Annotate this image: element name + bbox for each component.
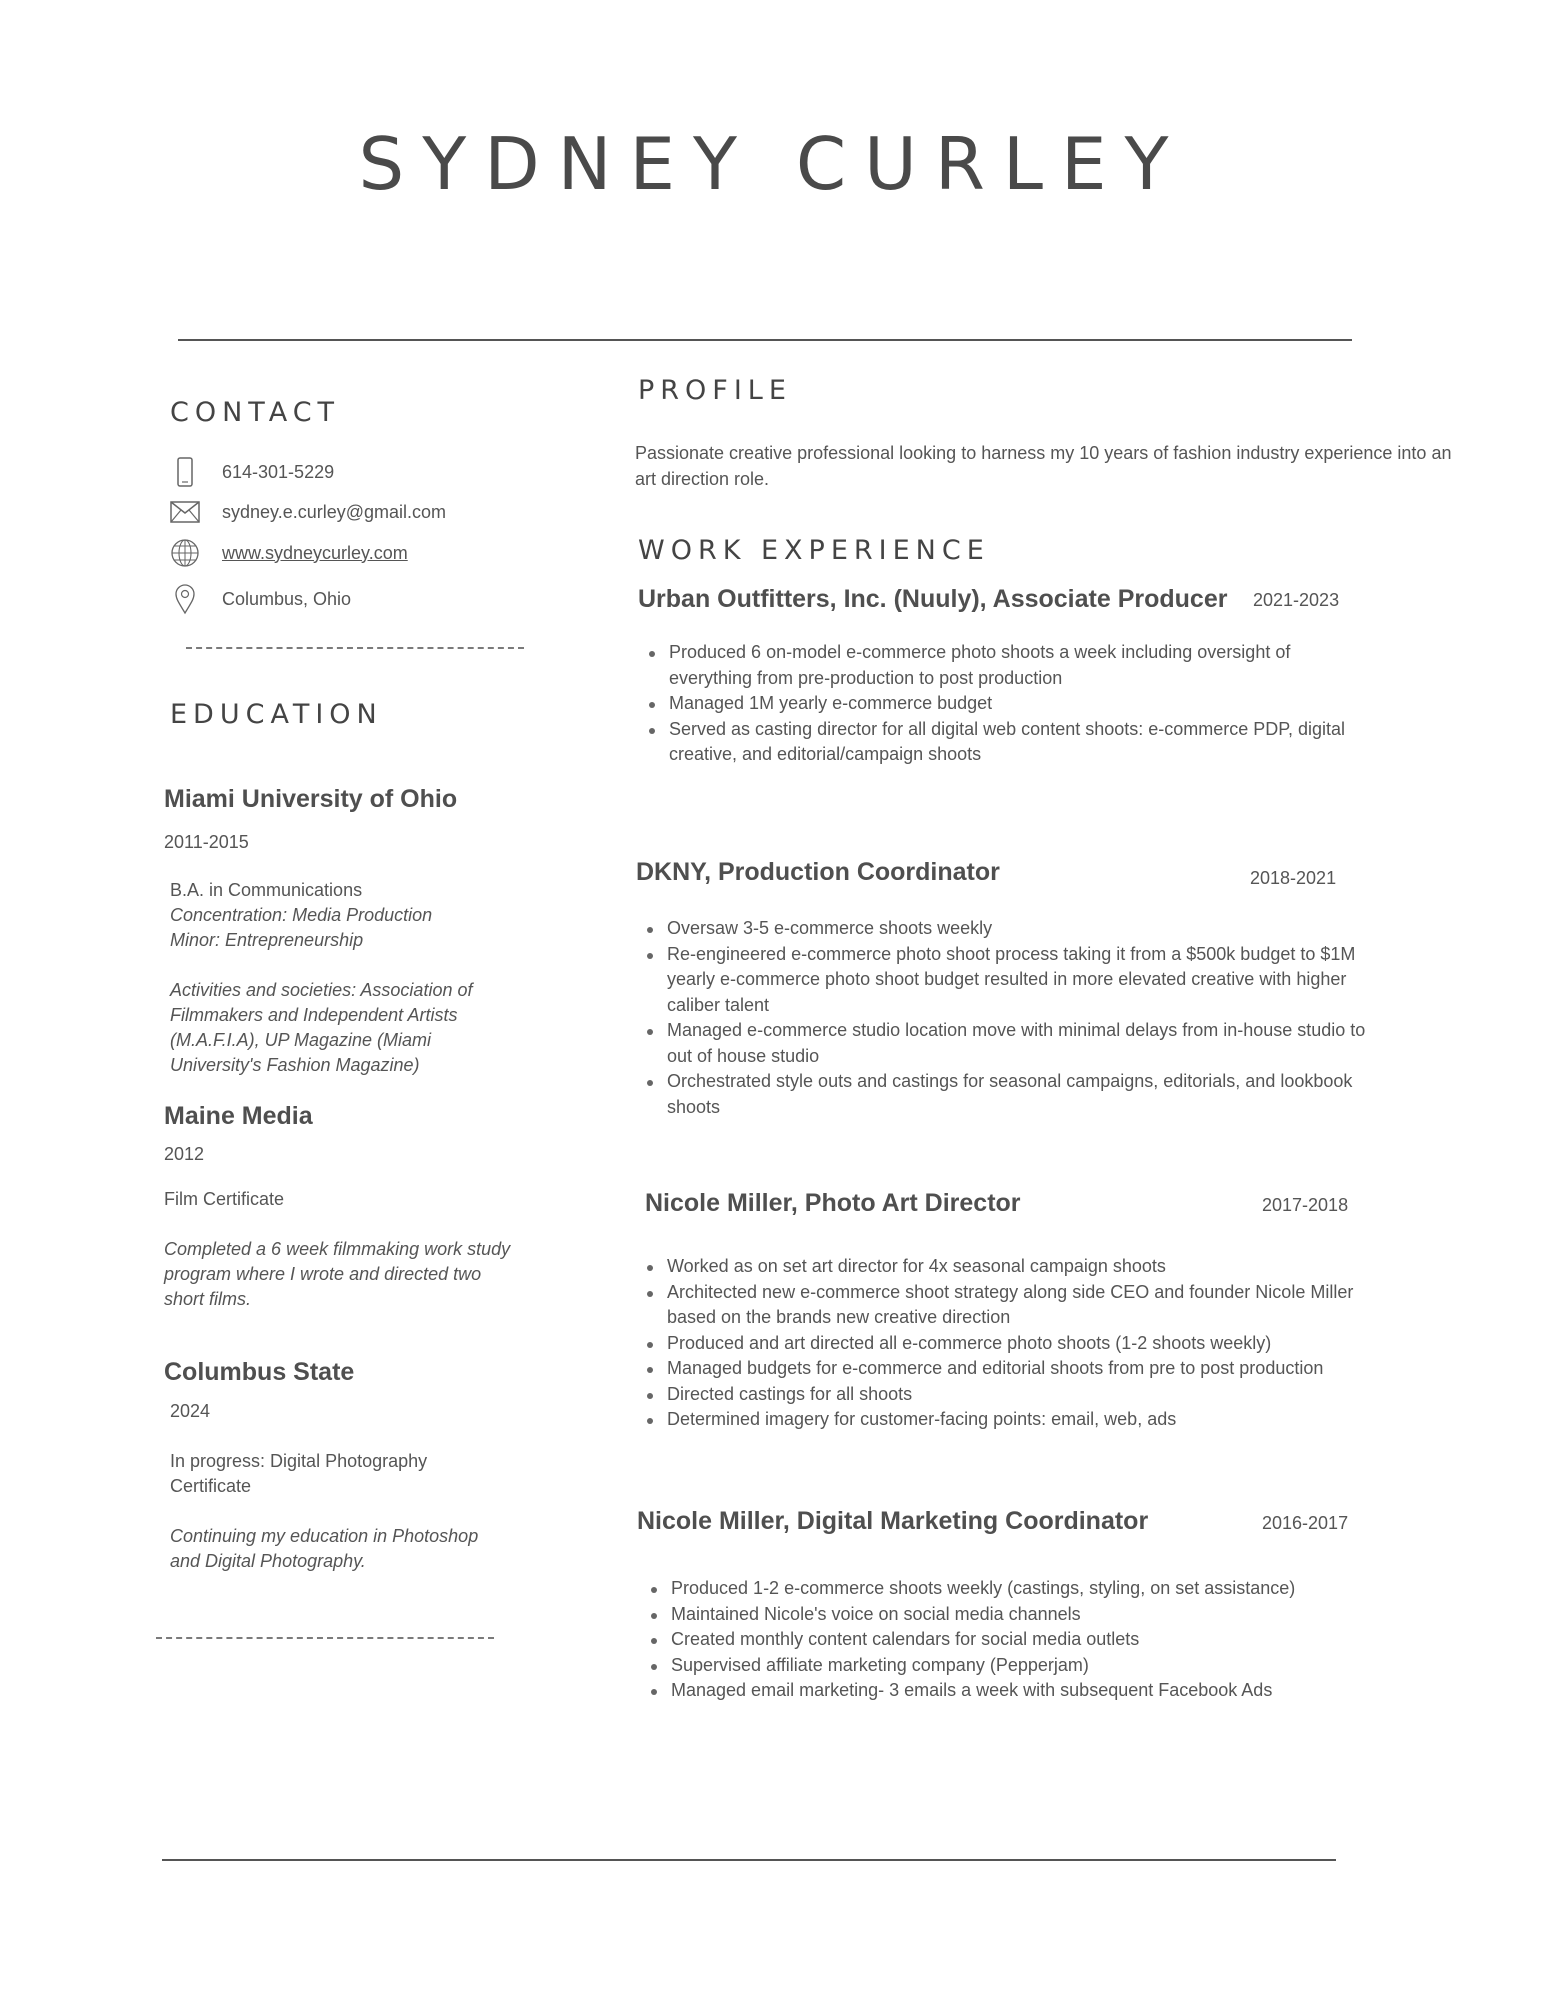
school-years: 2024: [170, 1401, 211, 1421]
list-item: Supervised affiliate marketing company (Pepperjam): [671, 1653, 1391, 1679]
mail-icon: [170, 497, 200, 527]
job-title: Urban Outfitters, Inc. (Nuuly), Associate Producer: [638, 585, 1228, 613]
list-item: Orchestrated style outs and castings for seasonal campaigns, editorials, and lookbook shoots: [667, 1069, 1367, 1120]
list-item: Worked as on set art director for 4x seasonal campaign shoots: [667, 1254, 1377, 1280]
contact-location: [170, 582, 351, 616]
school-name: Miami University of Ohio: [164, 785, 458, 813]
list-item: Managed budgets for e-commerce and editorial shoots from pre to post production: [667, 1356, 1377, 1382]
school-details: [170, 878, 510, 1078]
list-item: Created monthly content calendars for social media outlets: [671, 1627, 1391, 1653]
school-years: 2011-2015: [164, 832, 249, 852]
contact-heading: CONTACT: [170, 397, 341, 428]
job-bullets: [637, 1254, 1377, 1433]
job-bullets: [637, 916, 1367, 1120]
resume-name: SYDNEY CURLEY: [358, 122, 1187, 206]
school-description: Completed a 6 week filmmaking work study program where I wrote and directed two short films.: [164, 1239, 511, 1309]
job-dates: 2016-2017: [1262, 1513, 1349, 1533]
contact-email: [170, 495, 446, 529]
contact-website: [170, 536, 408, 570]
globe-icon: [170, 538, 200, 568]
email-text[interactable]: sydney.e.curley@gmail.com: [222, 501, 447, 522]
footer-divider: [162, 1859, 1336, 1861]
job-title: Nicole Miller, Photo Art Director: [645, 1189, 1021, 1217]
list-item: Managed e-commerce studio location move with minimal delays from in-house studio to out of house studio: [667, 1018, 1367, 1069]
contact-phone: [170, 455, 334, 489]
list-item: Produced and art directed all e-commerce photo shoots (1-2 shoots weekly): [667, 1331, 1377, 1357]
profile-text: Passionate creative professional looking to harness my 10 years of fashion industry experience into an art direction role.: [635, 443, 1452, 489]
website-link[interactable]: www.sydneycurley.com: [222, 542, 408, 563]
list-item: Architected new e-commerce shoot strategy along side CEO and founder Nicole Miller based on the brands new creative direction: [667, 1280, 1377, 1331]
header-divider: [178, 339, 1352, 341]
degree: B.A. in Communications: [170, 880, 363, 900]
location-pin-icon: [170, 584, 200, 614]
phone-icon: [170, 457, 200, 487]
contact-divider: [186, 647, 524, 649]
list-item: Maintained Nicole's voice on social media channels: [671, 1602, 1391, 1628]
job-title: DKNY, Production Coordinator: [636, 858, 1000, 886]
degree: In progress: Digital Photography Certificate: [170, 1451, 428, 1496]
degree: Film Certificate: [164, 1189, 285, 1209]
list-item: Managed email marketing- 3 emails a week with subsequent Facebook Ads: [671, 1678, 1391, 1704]
profile-heading: PROFILE: [638, 375, 792, 406]
school-name: Maine Media: [164, 1102, 313, 1130]
list-item: Produced 1-2 e-commerce shoots weekly (castings, styling, on set assistance): [671, 1576, 1391, 1602]
education-heading: EDUCATION: [170, 699, 383, 730]
job-dates: 2021-2023: [1253, 590, 1340, 610]
job-dates: 2017-2018: [1262, 1195, 1349, 1215]
list-item: Determined imagery for customer-facing points: email, web, ads: [667, 1407, 1377, 1433]
education-divider: [156, 1637, 494, 1639]
school-description: Continuing my education in Photoshop and Digital Photography.: [170, 1526, 479, 1571]
school-name: Columbus State: [164, 1358, 355, 1386]
list-item: Directed castings for all shoots: [667, 1382, 1377, 1408]
list-item: Produced 6 on-model e-commerce photo shoots a week including oversight of everything from pre-production to post production: [669, 640, 1369, 691]
list-item: Served as casting director for all digital web content shoots: e-commerce PDP, digital creative, and editorial/campaign shoots: [669, 717, 1369, 768]
list-item: Oversaw 3-5 e-commerce shoots weekly: [667, 916, 1367, 942]
concentration: Concentration: Media Production: [170, 905, 433, 925]
location-text: Columbus, Ohio: [222, 588, 352, 609]
school-years: 2012: [164, 1144, 205, 1164]
work-heading: WORK EXPERIENCE: [638, 535, 990, 566]
job-dates: 2018-2021: [1250, 868, 1337, 888]
job-title: Nicole Miller, Digital Marketing Coordinator: [637, 1507, 1149, 1535]
phone-text: 614-301-5229: [222, 461, 335, 482]
list-item: Managed 1M yearly e-commerce budget: [669, 691, 1369, 717]
job-bullets: [639, 640, 1369, 768]
job-bullets: [641, 1576, 1391, 1704]
minor: Minor: Entrepreneurship: [170, 930, 364, 950]
list-item: Re-engineered e-commerce photo shoot process taking it from a $500k budget to $1M yearly e-commerce photo shoot budget resulted in more elevated creative with higher caliber talent: [667, 942, 1367, 1019]
activities: Activities and societies: Association of Filmmakers and Independent Artists (M.A.F.I.A), UP Magazine (Miami University's Fashion Magazine): [170, 980, 473, 1075]
